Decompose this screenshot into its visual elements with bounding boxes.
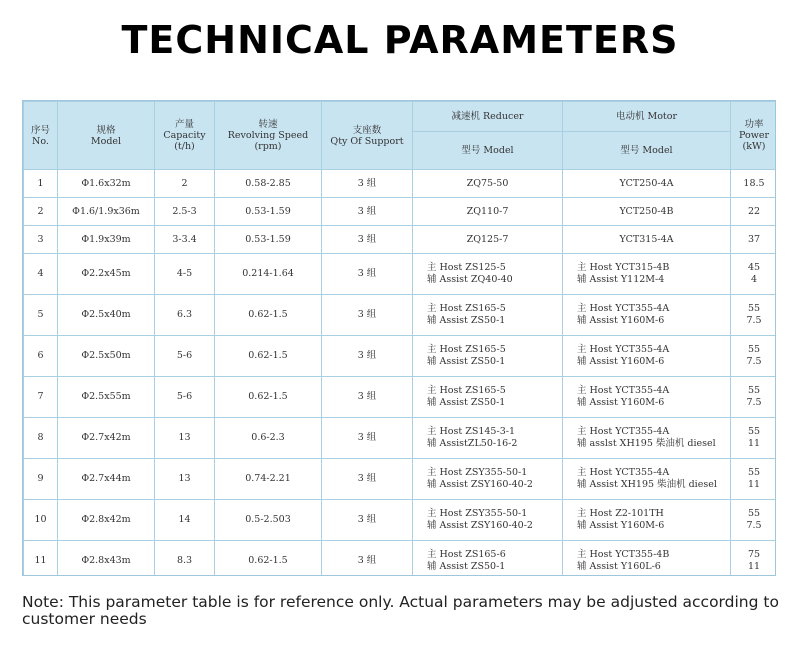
cell-speed: 0.62-1.5 — [215, 336, 322, 377]
cell-reducer — [413, 170, 563, 198]
cell-power-line: 7.5 — [746, 315, 762, 326]
table-row — [24, 418, 777, 459]
cell-speed: 0.62-1.5 — [215, 377, 322, 418]
cell-speed: 0.5-2.503 — [215, 500, 322, 541]
cell-power-line: 18.5 — [743, 177, 765, 189]
cell-capacity: 13 — [155, 459, 215, 500]
cell-model: Φ2.2x45m — [58, 254, 155, 295]
cell-model: Φ2.5x40m — [58, 295, 155, 336]
cell-reducer-line: 辅 Assist ZS50-1 — [427, 397, 506, 408]
header-revolving-speed: 转速 Revolving Speed (rpm) — [215, 102, 322, 170]
cell-reducer-line: 辅 Assist ZS50-1 — [427, 560, 506, 572]
table-row — [24, 377, 777, 418]
cell-support: 3 组 — [322, 541, 413, 577]
cell-no: 10 — [24, 500, 58, 541]
cell-model: Φ2.7x44m — [58, 459, 155, 500]
cell-model: Φ2.5x50m — [58, 336, 155, 377]
cell-motor-line: 辅 Assist Y160M-6 — [577, 315, 665, 326]
cell-reducer-line: 主 Host ZS165-5 — [427, 385, 506, 396]
cell-support: 3 组 — [322, 295, 413, 336]
cell-reducer — [413, 459, 563, 500]
page-title: TECHNICAL PARAMETERS — [121, 18, 679, 62]
cell-support: 3 组 — [322, 377, 413, 418]
cell-power-line: 4 — [750, 274, 758, 285]
cell-power-line: 7.5 — [746, 356, 762, 367]
cell-power-line: 55 — [747, 344, 761, 355]
cell-capacity: 14 — [155, 500, 215, 541]
cell-reducer — [413, 377, 563, 418]
cell-no: 1 — [24, 170, 58, 198]
cell-reducer — [413, 295, 563, 336]
cell-reducer-line: ZQ75-50 — [466, 177, 509, 189]
cell-speed: 0.214-1.64 — [215, 254, 322, 295]
parameters-table — [23, 101, 776, 576]
cell-no: 3 — [24, 226, 58, 254]
cell-reducer-line: 主 Host ZS165-5 — [427, 344, 506, 355]
cell-power-line: 55 — [747, 467, 761, 478]
table-row — [24, 541, 777, 577]
cell-power — [731, 254, 777, 295]
cell-support: 3 组 — [322, 418, 413, 459]
cell-reducer-line: 辅 AssistZL50-16-2 — [427, 438, 518, 449]
cell-motor-line: 辅 Assist Y112M-4 — [577, 274, 665, 285]
cell-reducer-line: 辅 Assist ZS50-1 — [427, 356, 506, 367]
cell-reducer — [413, 541, 563, 577]
cell-power-line: 37 — [747, 233, 761, 245]
cell-reducer-line: 主 Host ZS165-5 — [427, 303, 506, 314]
cell-motor — [563, 418, 731, 459]
cell-capacity: 4-5 — [155, 254, 215, 295]
cell-motor-line: 辅 Assist Y160M-6 — [577, 520, 665, 531]
header-power: 功率 Power (kW) — [731, 102, 777, 170]
cell-motor — [563, 254, 731, 295]
cell-no: 5 — [24, 295, 58, 336]
cell-reducer-line: 主 Host ZSY355-50-1 — [427, 508, 528, 519]
cell-motor — [563, 170, 731, 198]
cell-motor-line: 辅 asslst XH195 柴油机 diesel — [577, 438, 716, 449]
cell-model: Φ1.6x32m — [58, 170, 155, 198]
cell-support: 3 组 — [322, 254, 413, 295]
table-body — [24, 170, 777, 577]
table-row — [24, 170, 777, 198]
header-reducer-model: 型号 Model — [413, 132, 563, 170]
cell-motor — [563, 377, 731, 418]
cell-power-line: 55 — [747, 385, 761, 396]
cell-speed: 0.53-1.59 — [215, 198, 322, 226]
cell-motor — [563, 226, 731, 254]
cell-reducer-line: 主 Host ZS165-6 — [427, 548, 506, 560]
cell-power — [731, 377, 777, 418]
table-row — [24, 254, 777, 295]
cell-motor-line: 主 Host Z2-101TH — [577, 508, 664, 519]
cell-power-line: 45 — [747, 262, 761, 273]
cell-power — [731, 295, 777, 336]
cell-capacity: 2 — [155, 170, 215, 198]
cell-support: 3 组 — [322, 459, 413, 500]
cell-motor-line: 主 Host YCT355-4A — [577, 426, 670, 437]
cell-power — [731, 541, 777, 577]
cell-motor-line: 主 Host YCT355-4A — [577, 344, 670, 355]
cell-no: 8 — [24, 418, 58, 459]
cell-no: 2 — [24, 198, 58, 226]
cell-no: 7 — [24, 377, 58, 418]
cell-motor-line: YCT250-4B — [619, 205, 674, 217]
cell-power-line: 11 — [747, 560, 761, 572]
cell-reducer — [413, 226, 563, 254]
cell-reducer-line: ZQ125-7 — [466, 233, 509, 245]
cell-power — [731, 459, 777, 500]
header-model: 规格 Model — [58, 102, 155, 170]
cell-no: 6 — [24, 336, 58, 377]
cell-model: Φ2.7x42m — [58, 418, 155, 459]
cell-support: 3 组 — [322, 198, 413, 226]
cell-capacity: 6.3 — [155, 295, 215, 336]
table-row — [24, 295, 777, 336]
cell-no: 11 — [24, 541, 58, 577]
parameters-table-container — [22, 100, 776, 576]
cell-power-line: 55 — [747, 426, 761, 437]
cell-power-line: 22 — [747, 205, 761, 217]
cell-support: 3 组 — [322, 170, 413, 198]
cell-no: 9 — [24, 459, 58, 500]
cell-motor-line: 辅 Assist Y160M-6 — [577, 356, 665, 367]
cell-power — [731, 336, 777, 377]
cell-power-line: 11 — [747, 438, 761, 449]
cell-reducer — [413, 198, 563, 226]
cell-model: Φ2.8x43m — [58, 541, 155, 577]
cell-reducer-line: 辅 Assist ZS50-1 — [427, 315, 506, 326]
cell-reducer — [413, 418, 563, 459]
cell-capacity: 8.3 — [155, 541, 215, 577]
cell-power-line: 11 — [747, 479, 761, 490]
cell-motor-line: 主 Host YCT355-4B — [577, 548, 670, 560]
cell-model: Φ1.6/1.9x36m — [58, 198, 155, 226]
cell-motor — [563, 500, 731, 541]
cell-support: 3 组 — [322, 500, 413, 541]
cell-reducer-line: 辅 Assist ZSY160-40-2 — [427, 479, 533, 490]
cell-capacity: 13 — [155, 418, 215, 459]
cell-power — [731, 418, 777, 459]
cell-power-line: 55 — [747, 303, 761, 314]
cell-reducer — [413, 336, 563, 377]
cell-motor — [563, 295, 731, 336]
cell-reducer-line: ZQ110-7 — [466, 205, 509, 217]
cell-speed: 0.62-1.5 — [215, 295, 322, 336]
cell-power-line: 75 — [747, 548, 761, 560]
cell-power — [731, 198, 777, 226]
cell-motor-line: YCT315-4A — [619, 233, 674, 245]
cell-reducer-line: 辅 Assist ZQ40-40 — [427, 274, 513, 285]
cell-model: Φ2.5x55m — [58, 377, 155, 418]
header-capacity: 产量 Capacity (t/h) — [155, 102, 215, 170]
cell-power — [731, 500, 777, 541]
cell-speed: 0.74-2.21 — [215, 459, 322, 500]
cell-capacity: 3-3.4 — [155, 226, 215, 254]
cell-motor-line: YCT250-4A — [619, 177, 674, 189]
cell-speed: 0.53-1.59 — [215, 226, 322, 254]
table-row — [24, 500, 777, 541]
cell-speed: 0.62-1.5 — [215, 541, 322, 577]
cell-motor-line: 辅 Assist XH195 柴油机 diesel — [577, 479, 717, 490]
cell-motor-line: 主 Host YCT355-4A — [577, 303, 670, 314]
header-reducer: 减速机 Reducer — [413, 102, 563, 132]
cell-reducer — [413, 254, 563, 295]
cell-speed: 0.58-2.85 — [215, 170, 322, 198]
cell-reducer-line: 主 Host ZS125-5 — [427, 262, 506, 273]
cell-power-line: 7.5 — [746, 520, 762, 531]
cell-capacity: 2.5-3 — [155, 198, 215, 226]
cell-support: 3 组 — [322, 336, 413, 377]
cell-reducer-line: 主 Host ZSY355-50-1 — [427, 467, 528, 478]
cell-capacity: 5-6 — [155, 377, 215, 418]
cell-motor — [563, 459, 731, 500]
cell-reducer-line: 主 Host ZS145-3-1 — [427, 426, 515, 437]
cell-motor — [563, 198, 731, 226]
table-row — [24, 198, 777, 226]
cell-no: 4 — [24, 254, 58, 295]
cell-capacity: 5-6 — [155, 336, 215, 377]
cell-motor-line: 主 Host YCT315-4B — [577, 262, 670, 273]
header-support: 支座数 Qty Of Support — [322, 102, 413, 170]
header-no: 序号 No. — [24, 102, 58, 170]
table-row — [24, 226, 777, 254]
cell-motor — [563, 541, 731, 577]
cell-power-line: 55 — [747, 508, 761, 519]
table-row — [24, 336, 777, 377]
footnote: Note: This parameter table is for reference only. Actual parameters may be adjusted according to customer needs — [22, 593, 779, 628]
cell-model: Φ1.9x39m — [58, 226, 155, 254]
cell-support: 3 组 — [322, 226, 413, 254]
header-motor-model: 型号 Model — [563, 132, 731, 170]
cell-model: Φ2.8x42m — [58, 500, 155, 541]
cell-motor-line: 辅 Assist Y160M-6 — [577, 397, 665, 408]
cell-power — [731, 170, 777, 198]
cell-motor-line: 辅 Assist Y160L-6 — [577, 560, 661, 572]
cell-motor-line: 主 Host YCT355-4A — [577, 385, 670, 396]
cell-power — [731, 226, 777, 254]
table-row — [24, 459, 777, 500]
cell-motor-line: 主 Host YCT355-4A — [577, 467, 670, 478]
cell-reducer — [413, 500, 563, 541]
cell-reducer-line: 辅 Assist ZSY160-40-2 — [427, 520, 533, 531]
cell-motor — [563, 336, 731, 377]
cell-power-line: 7.5 — [746, 397, 762, 408]
cell-speed: 0.6-2.3 — [215, 418, 322, 459]
header-motor: 电动机 Motor — [563, 102, 731, 132]
